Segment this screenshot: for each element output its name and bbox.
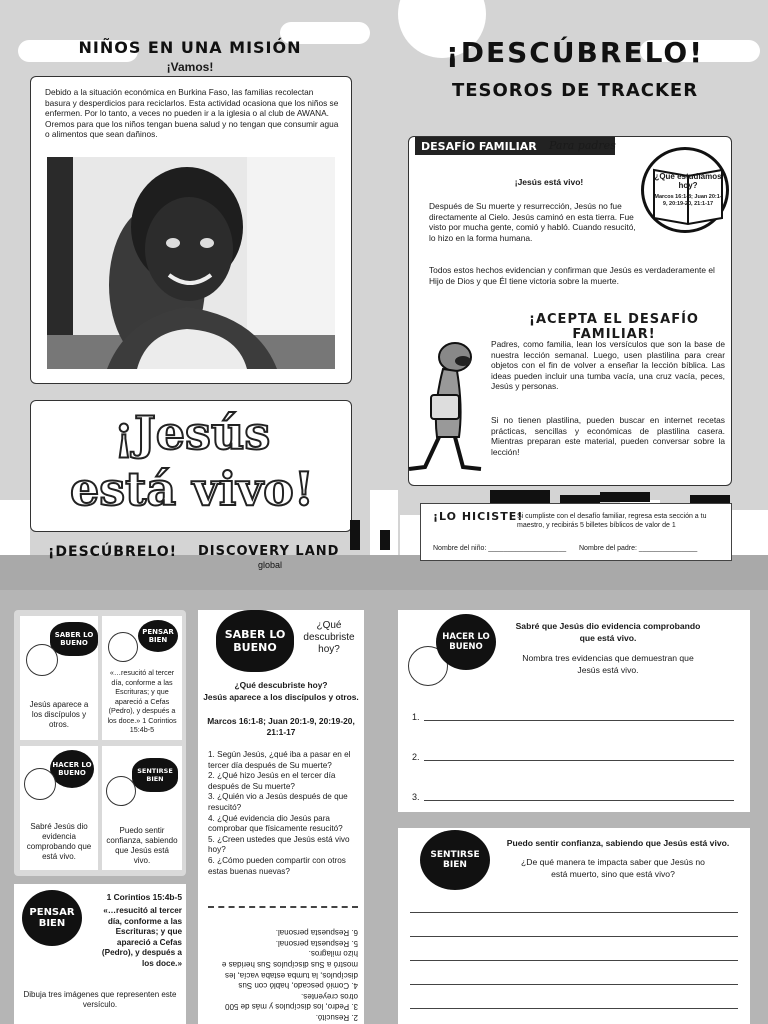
acepta-para1: Padres, como familia, lean los versículos que son la base de nuestra lección semanal. Luego, usen plastilina para crear objetos con el fin de volver a enseñar la lección bíblica. Las ideas pueden incluir una tumba vacía, una cruz vacía, peces, Jesús y personas. [491, 339, 725, 392]
writing-line[interactable] [410, 960, 738, 961]
writing-line[interactable] [410, 984, 738, 985]
hacer-bubble: HACER LO BUENO [50, 750, 94, 788]
desafio-card [408, 136, 732, 486]
saber-question-title: ¿Qué descubriste hoy? [234, 680, 328, 690]
child-photo [47, 157, 335, 369]
question-item: 6. ¿Cómo pueden compartir con otros estas buenas nuevas? [208, 855, 346, 876]
answer-item: 5. Respuesta personal. [275, 938, 358, 948]
lo-hiciste-title: ¡LO HICISTE! [433, 510, 524, 523]
pensar-ref: 1 Corintios 15:4b-5 [106, 892, 182, 902]
sentirse-title: Puedo sentir confianza, sabiendo que Jesús está vivo. [506, 838, 730, 848]
line-label-1: 1. [412, 712, 420, 722]
nombre-nino-field[interactable]: Nombre del niño: ____________________ [433, 545, 567, 552]
hacer-title: Sabré que Jesús dio evidencia comprobando que está vivo. [515, 621, 701, 643]
big-title-line1: ¡Jesús [113, 406, 271, 460]
sentirse-bubble: SENTIRSE BIEN [132, 758, 178, 792]
big-title-line2: está vivo! [69, 462, 315, 516]
descubrelo-logo: ¡DESCÚBRELO! [445, 36, 705, 69]
jesus-vivo-heading: ¡Jesús está vivo! [514, 177, 584, 187]
sentirse-question: ¿De qué manera te impacta saber que Jesús no está muerto, sino que está vivo? [521, 857, 705, 879]
answer-item: otros creyentes. [301, 991, 358, 1001]
line-label-2: 2. [412, 752, 420, 762]
book-question: ¿Qué estudiamos hoy? [654, 172, 722, 190]
hacer-card-bubble: HACER LO BUENO [436, 614, 496, 670]
saber-question-sub: Jesús aparece a los discípulos y otros. [203, 692, 359, 702]
lo-hiciste-card [420, 503, 732, 561]
kid-face-icon [106, 776, 136, 806]
desafio-label: DESAFÍO FAMILIAR [415, 137, 615, 155]
answer-divider [208, 906, 358, 908]
answer-item: 6. Respuesta personal. [275, 928, 358, 938]
nombre-padre-field[interactable]: Nombre del padre: _______________ [579, 545, 698, 552]
answer-item: discípulos, la tumba estaba vacía, les [225, 970, 358, 980]
mission-card [30, 76, 352, 384]
writing-line[interactable] [410, 936, 738, 937]
mission-title: NIÑOS EN UNA MISIÓN [78, 38, 302, 57]
jesus-para2: Todos estos hechos evidencian y confirman que Jesús es verdaderamente el Hijo de Dios y que Él tiene victoria sobre la muerte. [429, 265, 715, 286]
answer-item: 2. Resucitó. [315, 1013, 358, 1022]
sentirse-card [398, 828, 750, 1024]
sentirse-card-bubble: SENTIRSE BIEN [420, 830, 490, 890]
hacer-card [398, 610, 750, 812]
answer-item: hizo milagros. [308, 949, 358, 959]
discovery-land-logo: DISCOVERY LAND [198, 544, 340, 559]
saber-refs: Marcos 16:1-8; Juan 20:1-9, 20:19-20, 21:1-17 [207, 716, 355, 737]
question-item: 5. ¿Creen ustedes que Jesús está vivo hoy? [208, 834, 350, 855]
answer-line-2[interactable] [424, 760, 734, 761]
answer-line-1[interactable] [424, 720, 734, 721]
discovery-global-label: global [258, 560, 283, 570]
question-item: 4. ¿Qué evidencia dio Jesús para comprobar que físicamente resucitó? [208, 813, 343, 834]
summary-saber [20, 616, 98, 740]
descubrelo-logo-small: ¡DESCÚBRELO! [48, 544, 178, 560]
answer-item: mostró a Sus discípulos Sus heridas e [221, 960, 358, 970]
writing-line[interactable] [410, 912, 738, 913]
book-badge [641, 147, 729, 233]
answer-item: 3. Pedro, los discípulos y más de 500 [225, 1002, 358, 1012]
line-label-3: 3. [412, 792, 420, 802]
kid-face-icon [24, 768, 56, 800]
writing-line[interactable] [410, 1008, 738, 1009]
acepta-para2: Si no tienen plastilina, pueden buscar en internet recetas prácticas, sencillas y económicas de plastilina casera. Mientras preparan este material, pueden conversar sobre la lección! [491, 415, 725, 457]
vamos-subtitle: ¡Vamos! [166, 60, 214, 74]
inside-pages [0, 590, 768, 1024]
mission-text: Debido a la situación económica en Burkina Faso, las familias recolectan basura y desperdicios para reciclarlos. Esta actividad ocasiona que los niños se enfermen. Por lo tanto, a veces no pueden ir a la iglesia o al club de AWANA. Oremos para que los niños tengan buena salud y no tengan que consumir agua o alimentos que sean dañinos. [45, 87, 339, 140]
summary-pensar [102, 616, 182, 740]
summary-pensar-text: «…resucitó al tercer día, conforme a las Escrituras; y que apareció a Cefas (Pedro), y después a los doce.» 1 Corintios 15:4b-5 [107, 668, 177, 734]
acepta-heading: ¡ACEPTA EL DESAFÍO FAMILIAR! [529, 312, 699, 342]
question-item: 3. ¿Quién vio a Jesús después de que resucitó? [208, 792, 348, 812]
answers-upside-down [208, 912, 358, 1022]
question-item: 2. ¿Qué hizo Jesús en el tercer día después de Su muerte? [208, 771, 336, 791]
kid-face-icon [26, 644, 58, 676]
pensar-instruction: Dibuja tres imágenes que representen este versículo. [23, 990, 177, 1009]
answer-line-3[interactable] [424, 800, 734, 801]
hacer-instruction: Nombra tres evidencias que demuestran que Jesús está vivo. [522, 653, 694, 675]
kid-face-icon [108, 632, 138, 662]
pensar-quote: «…resucitó al tercer día, conforme a las Escrituras; y que apareció a Cefas (Pedro), y después a los doce.» [101, 906, 182, 968]
summary-hacer-text: Sabré Jesús dio evidencia comprobando que está vivo. [26, 822, 92, 861]
jesus-para1: Después de Su muerte y resurrección, Jesús no fue directamente al Cielo. Jesús caminó en esta tierra. Fue visto por mucha gente, comió y habló. Cuando resucitó, lo hizo en la forma humana. [429, 201, 636, 243]
answer-item: 4. Comió pescado, habló con Sus [238, 981, 358, 991]
summary-sentirse-text: Puedo sentir confianza, sabiendo que Jesús está vivo. [106, 826, 178, 865]
saber-card-bubble: SABER LO BUENO [216, 610, 294, 672]
summary-sentirse [102, 746, 182, 870]
saber-bubble: SABER LO BUENO [50, 622, 98, 656]
camel-mascot-icon [403, 327, 489, 477]
lo-hiciste-text: Si cumpliste con el desafío familiar, regresa esta sección a tu maestro, y recibirás 5 billetes bíblicos de valor de 1 [517, 513, 707, 529]
questions-list [208, 750, 358, 877]
para-padres-label: Para padres [549, 139, 616, 152]
summary-panel [14, 610, 186, 876]
saber-card [198, 610, 364, 1024]
pensar-card [14, 884, 186, 1024]
pensar-bubble: PENSAR BIEN [138, 620, 178, 652]
pensar-card-bubble: PENSAR BIEN [22, 890, 82, 946]
summary-saber-text: Jesús aparece a los discípulos y otros. [29, 700, 89, 729]
question-item: 1. Según Jesús, ¿qué iba a pasar en el tercer día después de Su muerte? [208, 750, 351, 770]
book-icon [650, 160, 726, 226]
que-descubriste: ¿Qué descubriste hoy? [303, 620, 355, 655]
book-reference: Marcos 16:1-8; Juan 20:1-9, 20:19-20, 21:1-17 [654, 194, 722, 207]
summary-hacer [20, 746, 98, 870]
tesoros-title: TESOROS DE TRACKER [451, 80, 699, 101]
